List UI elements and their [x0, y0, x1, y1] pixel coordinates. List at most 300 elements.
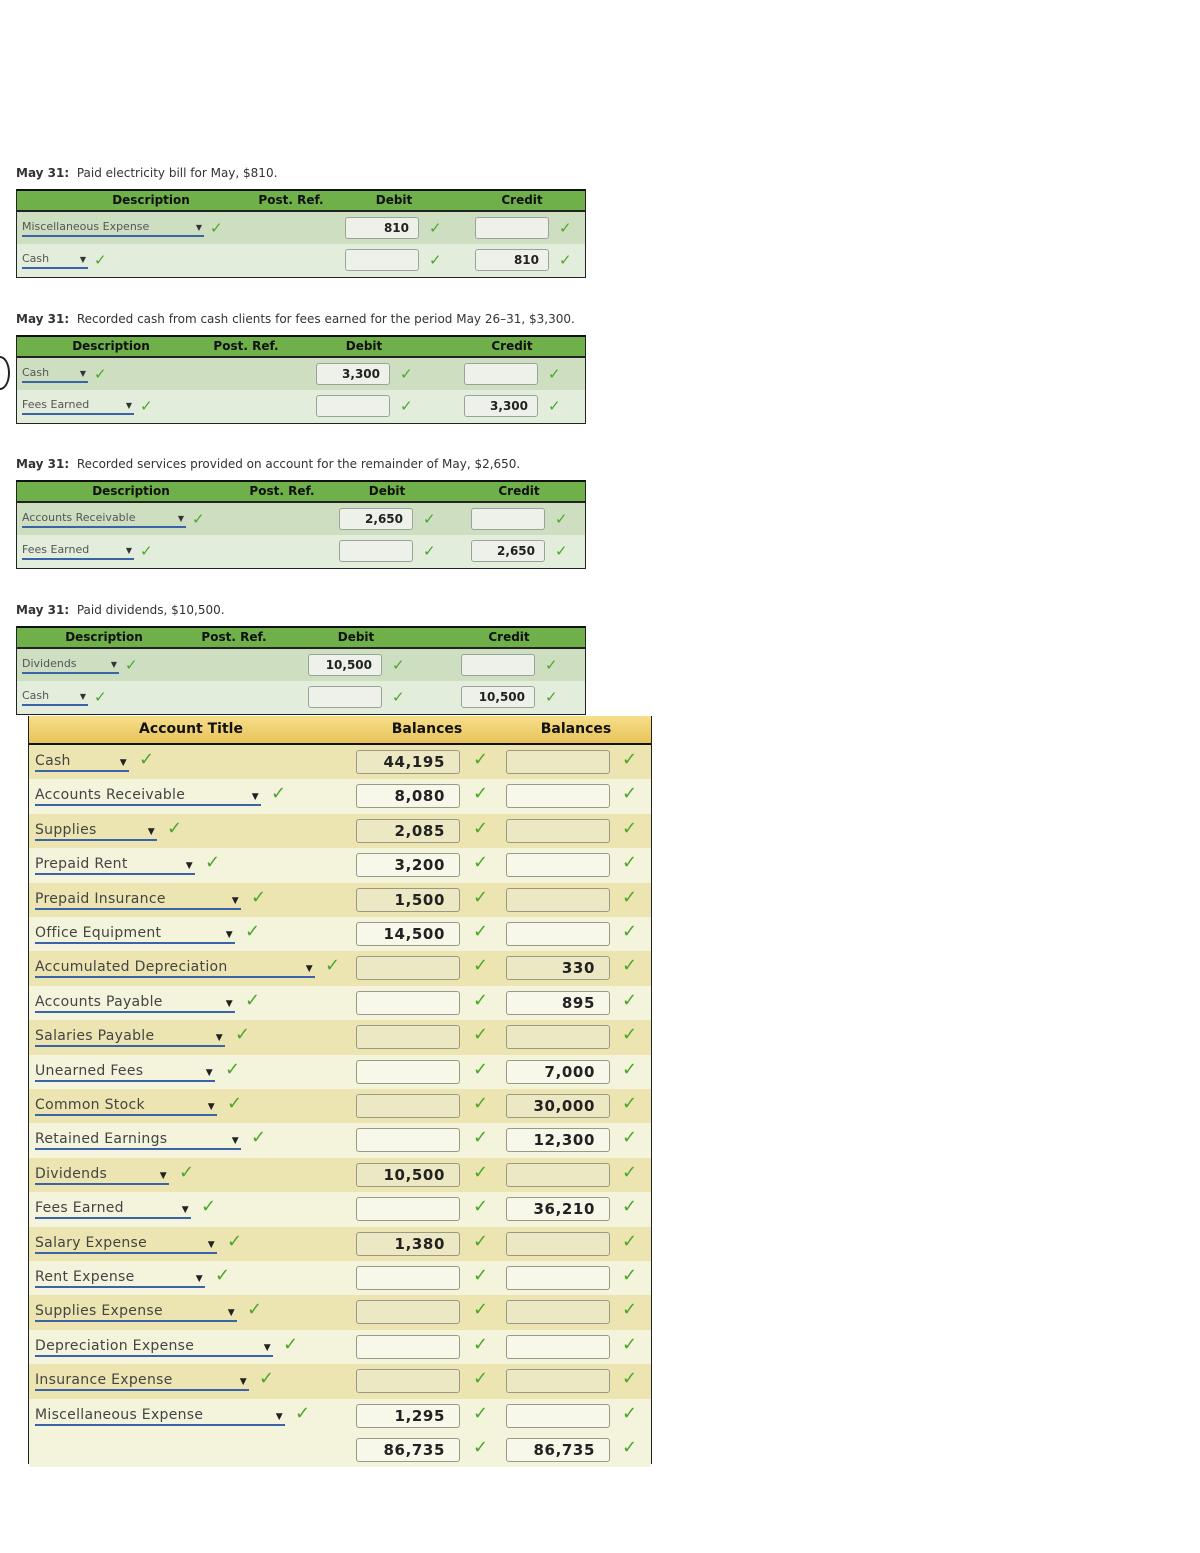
debit-balance-input[interactable]: 1,500: [356, 888, 460, 912]
entry-date: May 31:: [16, 166, 70, 180]
chevron-down-icon: ▼: [207, 1239, 215, 1250]
debit-input[interactable]: 810: [345, 217, 419, 239]
check-icon: ✓: [622, 1196, 638, 1218]
debit-balance-input[interactable]: [356, 1094, 460, 1118]
credit-balance-input[interactable]: [506, 750, 610, 774]
account-select[interactable]: [22, 689, 88, 706]
account-title-select[interactable]: [35, 1130, 241, 1150]
check-icon: ✓: [271, 783, 287, 805]
check-icon: ✓: [622, 1265, 638, 1286]
check-icon: ✓: [179, 1161, 195, 1183]
chevron-down-icon: ▼: [251, 792, 259, 803]
journal-row: [17, 535, 585, 568]
check-icon: ✓: [423, 542, 436, 560]
chevron-down-icon: ▼: [239, 1377, 247, 1388]
account-title-label: Common Stock: [35, 1097, 145, 1113]
check-icon: ✓: [283, 1333, 299, 1355]
account-title-select[interactable]: [35, 1096, 217, 1116]
check-icon: ✓: [473, 852, 489, 874]
column-header-credit: Credit: [488, 630, 530, 644]
credit-balance-input[interactable]: [506, 784, 610, 808]
trial-balance-row: [29, 1261, 651, 1295]
trial-balance-row: [29, 883, 651, 917]
check-icon: ✓: [559, 219, 572, 237]
journal-entry: [16, 164, 586, 269]
account-title-select[interactable]: [35, 1165, 169, 1185]
debit-balance-input[interactable]: 2,085: [356, 819, 460, 843]
credit-input[interactable]: 2,650: [471, 540, 545, 562]
check-icon: ✓: [545, 688, 558, 706]
account-title-label: Dividends: [35, 1165, 108, 1182]
account-select[interactable]: [22, 220, 204, 237]
chevron-down-icon: ▼: [181, 1205, 189, 1216]
debit-balance-input[interactable]: [356, 1335, 460, 1359]
check-icon: ✓: [429, 251, 442, 269]
credit-balance-input[interactable]: [506, 1266, 610, 1290]
check-icon: ✓: [548, 365, 561, 383]
trial-balance-row: [29, 917, 651, 951]
credit-balance-input[interactable]: [506, 1335, 610, 1359]
chevron-down-icon: ▼: [119, 758, 127, 768]
check-icon: ✓: [473, 1058, 489, 1080]
account-title-select[interactable]: [35, 1371, 249, 1391]
check-icon: ✓: [473, 783, 489, 805]
chevron-down-icon: ▼: [215, 1033, 223, 1044]
trial-balance-row: [29, 1227, 651, 1261]
credit-balance-input[interactable]: [506, 922, 610, 946]
account-title-select[interactable]: [35, 993, 235, 1013]
credit-input[interactable]: 810: [475, 249, 549, 271]
column-header-debit: Debit: [345, 339, 383, 353]
debit-balance-input[interactable]: 44,195: [356, 750, 460, 774]
check-icon: ✓: [251, 886, 267, 908]
account-select-label: Miscellaneous Expense: [22, 220, 150, 233]
chevron-down-icon: ▼: [147, 826, 155, 837]
debit-input[interactable]: [308, 686, 382, 708]
credit-balance-input[interactable]: [506, 1163, 610, 1187]
check-icon: ✓: [235, 1024, 251, 1046]
column-header-credit: Credit: [491, 339, 533, 353]
check-icon: ✓: [167, 817, 183, 839]
debit-balance-input[interactable]: 1,380: [356, 1232, 460, 1256]
entry-text: Paid electricity bill for May, $810.: [76, 166, 278, 180]
check-icon: ✓: [622, 817, 638, 839]
check-icon: ✓: [622, 749, 638, 770]
credit-input[interactable]: [475, 217, 549, 239]
account-select-label: Accounts Receivable: [22, 511, 136, 524]
account-title-label: Accounts Payable: [35, 993, 163, 1010]
debit-input[interactable]: [339, 540, 413, 562]
account-title-select[interactable]: [35, 786, 261, 806]
check-icon: ✓: [622, 989, 638, 1011]
chevron-down-icon: ▼: [185, 861, 193, 872]
check-icon: ✓: [473, 1402, 489, 1424]
check-icon: ✓: [94, 251, 107, 269]
account-select[interactable]: [22, 511, 186, 528]
check-icon: ✓: [473, 1265, 489, 1286]
entry-date: May 31:: [16, 603, 70, 617]
check-icon: ✓: [473, 749, 489, 770]
entry-prompt: [16, 455, 586, 473]
check-icon: ✓: [622, 886, 638, 908]
chevron-down-icon: ▼: [125, 546, 132, 555]
check-icon: ✓: [473, 1333, 489, 1355]
account-select-label: Dividends: [22, 657, 77, 670]
credit-balance-input[interactable]: [506, 1369, 610, 1393]
column-header-debit: Debit: [368, 484, 406, 498]
trial-balance-table: [28, 716, 652, 1464]
account-select[interactable]: [22, 398, 134, 415]
debit-balance-input[interactable]: 3,200: [356, 853, 460, 877]
account-select[interactable]: [22, 543, 134, 560]
check-icon: ✓: [473, 1368, 489, 1390]
check-icon: ✓: [245, 989, 261, 1011]
debit-balance-input[interactable]: [356, 1300, 460, 1324]
debit-balance-input[interactable]: [356, 1025, 460, 1049]
totals-row: [29, 1433, 651, 1467]
check-icon: ✓: [622, 1093, 638, 1114]
account-title-label: Office Equipment: [35, 925, 162, 941]
check-icon: ✓: [423, 510, 436, 528]
chevron-down-icon: ▼: [79, 692, 86, 701]
credit-balance-input[interactable]: 895: [506, 991, 610, 1015]
credit-input[interactable]: [461, 654, 535, 676]
debit-balance-input[interactable]: [356, 956, 460, 980]
debit-balance-input[interactable]: [356, 1369, 460, 1393]
trial-balance-row: [29, 1364, 651, 1398]
account-select[interactable]: [22, 366, 88, 383]
column-header-description: Description: [112, 193, 190, 207]
journal-row: [17, 503, 585, 535]
account-title-label: Prepaid Rent: [35, 856, 128, 873]
credit-balance-input[interactable]: 7,000: [506, 1060, 610, 1084]
account-title-select[interactable]: [35, 1027, 225, 1047]
account-title-select[interactable]: [35, 890, 241, 910]
account-title-label: Depreciation Expense: [35, 1337, 195, 1354]
check-icon: ✓: [473, 1230, 489, 1252]
account-title-label: Salaries Payable: [35, 1028, 155, 1045]
column-header-credit: Credit: [501, 193, 543, 207]
credit-balance-input[interactable]: [506, 1300, 610, 1324]
check-icon: ✓: [622, 1299, 638, 1321]
entry-prompt: [16, 601, 586, 619]
debit-input[interactable]: 3,300: [316, 363, 390, 385]
check-icon: ✓: [245, 921, 261, 942]
account-title-label: Cash: [35, 753, 71, 769]
account-title-select[interactable]: [35, 1268, 205, 1288]
debit-input[interactable]: 10,500: [308, 654, 382, 676]
check-icon: ✓: [325, 955, 341, 977]
column-header-post-ref: Post. Ref.: [249, 484, 315, 498]
credit-input[interactable]: [471, 508, 545, 530]
debit-balance-input[interactable]: [356, 991, 460, 1015]
debit-balance-input[interactable]: [356, 1197, 460, 1221]
check-icon: ✓: [201, 1196, 217, 1218]
trial-balance-row: [29, 986, 651, 1020]
chevron-down-icon: ▼: [205, 1067, 213, 1078]
credit-balance-input[interactable]: 330: [506, 956, 610, 980]
chevron-down-icon: ▼: [110, 660, 117, 669]
check-icon: ✓: [559, 251, 572, 269]
account-title-select[interactable]: [35, 821, 157, 841]
debit-balance-input[interactable]: 1,295: [356, 1404, 460, 1428]
account-select[interactable]: [22, 252, 88, 269]
check-icon: ✓: [473, 1093, 489, 1114]
check-icon: ✓: [192, 510, 205, 528]
credit-balance-input[interactable]: 30,000: [506, 1094, 610, 1118]
chevron-down-icon: ▼: [231, 895, 239, 906]
check-icon: ✓: [473, 817, 489, 839]
account-title-select[interactable]: [35, 1302, 237, 1322]
entry-date: May 31:: [16, 457, 70, 471]
column-header-debit: Debit: [375, 193, 413, 207]
chevron-down-icon: ▼: [79, 369, 86, 378]
check-icon: ✓: [548, 397, 561, 415]
column-header-description: Description: [65, 630, 143, 644]
check-icon: ✓: [259, 1368, 275, 1390]
credit-input[interactable]: [464, 363, 538, 385]
trial-balance-row: [29, 814, 651, 848]
account-title-label: Prepaid Insurance: [35, 890, 166, 907]
check-icon: ✓: [225, 1058, 241, 1080]
check-icon: ✓: [622, 1024, 638, 1046]
check-icon: ✓: [622, 1161, 638, 1183]
check-icon: ✓: [140, 542, 153, 560]
check-icon: ✓: [622, 921, 638, 942]
debit-input[interactable]: 2,650: [339, 508, 413, 530]
account-title-label: Rent Expense: [35, 1269, 135, 1285]
chevron-down-icon: ▼: [225, 930, 233, 940]
journal-table-header: [17, 191, 585, 212]
debit-balance-input[interactable]: 14,500: [356, 922, 460, 946]
check-icon: ✓: [622, 1437, 638, 1458]
chevron-down-icon: ▼: [195, 1274, 203, 1284]
journal-row: [17, 649, 585, 681]
entry-date: May 31:: [16, 312, 70, 326]
account-title-select[interactable]: [35, 958, 315, 978]
trial-balance-row: [29, 951, 651, 985]
account-title-select[interactable]: [35, 855, 195, 875]
chevron-down-icon: ▼: [263, 1342, 271, 1353]
check-icon: ✓: [622, 1333, 638, 1355]
account-title-label: Insurance Expense: [35, 1372, 173, 1389]
credit-balance-input[interactable]: [506, 853, 610, 877]
check-icon: ✓: [139, 749, 155, 770]
entry-text: Recorded cash from cash clients for fees earned for the period May 26–31, $3,300.: [76, 312, 575, 326]
check-icon: ✓: [210, 219, 223, 237]
check-icon: ✓: [392, 656, 405, 674]
check-icon: ✓: [473, 1196, 489, 1218]
column-header-account-title: Account Title: [139, 721, 243, 737]
check-icon: ✓: [295, 1402, 311, 1424]
chevron-down-icon: ▼: [79, 255, 86, 264]
chevron-down-icon: ▼: [305, 964, 313, 975]
check-icon: ✓: [473, 1437, 489, 1458]
column-header-post-ref: Post. Ref.: [213, 339, 279, 353]
journal-row: [17, 244, 585, 277]
check-icon: ✓: [473, 989, 489, 1011]
check-icon: ✓: [545, 656, 558, 674]
total-debit-input[interactable]: 86,735: [356, 1438, 460, 1462]
check-icon: ✓: [473, 886, 489, 908]
column-header-post-ref: Post. Ref.: [201, 630, 267, 644]
journal-row: [17, 390, 585, 423]
chevron-down-icon: ▼: [207, 1102, 215, 1112]
check-icon: ✓: [622, 1230, 638, 1252]
account-title-select[interactable]: [35, 1337, 273, 1357]
journal-table-header: [17, 482, 585, 503]
debit-balance-input[interactable]: [356, 1128, 460, 1152]
account-select-label: Fees Earned: [22, 398, 90, 411]
debit-balance-input[interactable]: 10,500: [356, 1163, 460, 1187]
entry-text: Paid dividends, $10,500.: [76, 603, 225, 617]
journal-table: [16, 480, 586, 569]
trial-balance-row: [29, 1158, 651, 1192]
check-icon: ✓: [215, 1265, 231, 1286]
account-title-label: Accounts Receivable: [35, 787, 186, 804]
check-icon: ✓: [473, 1299, 489, 1321]
check-icon: ✓: [400, 397, 413, 415]
check-icon: ✓: [251, 1127, 267, 1149]
account-select-label: Fees Earned: [22, 543, 90, 556]
check-icon: ✓: [555, 542, 568, 560]
trial-balance-row: [29, 1192, 651, 1226]
chevron-down-icon: ▼: [159, 1170, 167, 1181]
column-header-credit: Credit: [498, 484, 540, 498]
check-icon: ✓: [429, 219, 442, 237]
check-icon: ✓: [125, 656, 138, 674]
entry-text: Recorded services provided on account for the remainder of May, $2,650.: [76, 457, 521, 471]
journal-entry: [16, 601, 586, 706]
chevron-down-icon: ▼: [227, 1308, 235, 1319]
journal-table: [16, 626, 586, 715]
column-header-credit-balances: Balances: [540, 721, 612, 737]
account-title-label: Retained Earnings: [35, 1131, 168, 1148]
column-header-post-ref: Post. Ref.: [258, 193, 324, 207]
check-icon: ✓: [622, 1402, 638, 1424]
trial-balance-row: [29, 1123, 651, 1157]
journal-table: [16, 335, 586, 424]
account-title-select[interactable]: [35, 1406, 285, 1426]
trial-balance-row: [29, 1295, 651, 1329]
account-title-label: Salary Expense: [35, 1234, 148, 1251]
check-icon: ✓: [227, 1230, 243, 1252]
left-edge-mark: [0, 356, 10, 390]
credit-balance-input[interactable]: 36,210: [506, 1197, 610, 1221]
credit-input[interactable]: 3,300: [464, 395, 538, 417]
credit-balance-input[interactable]: [506, 1232, 610, 1256]
account-select[interactable]: [22, 657, 119, 674]
column-header-debit: Debit: [337, 630, 375, 644]
chevron-down-icon: ▼: [231, 1136, 239, 1147]
account-select-label: Cash: [22, 252, 50, 265]
entry-prompt: [16, 164, 586, 182]
credit-balance-input[interactable]: [506, 819, 610, 843]
chevron-down-icon: ▼: [125, 401, 132, 410]
column-header-debit-balances: Balances: [391, 721, 463, 737]
trial-balance-row: [29, 1089, 651, 1123]
account-title-select[interactable]: [35, 1199, 191, 1219]
account-title-select[interactable]: [35, 924, 235, 944]
journal-row: [17, 681, 585, 714]
account-title-label: Fees Earned: [35, 1200, 124, 1217]
credit-balance-input[interactable]: 12,300: [506, 1128, 610, 1152]
trial-balance-row: [29, 1330, 651, 1364]
journal-row: [17, 358, 585, 390]
trial-balance-row: [29, 779, 651, 813]
check-icon: ✓: [227, 1093, 243, 1114]
credit-balance-input[interactable]: [506, 1025, 610, 1049]
column-header-description: Description: [92, 484, 170, 498]
check-icon: ✓: [400, 365, 413, 383]
account-title-label: Unearned Fees: [35, 1062, 144, 1079]
check-icon: ✓: [140, 397, 153, 415]
account-title-label: Supplies: [35, 821, 97, 838]
credit-input[interactable]: 10,500: [461, 686, 535, 708]
debit-input[interactable]: [316, 395, 390, 417]
debit-balance-input[interactable]: 8,080: [356, 784, 460, 808]
entry-prompt: [16, 310, 586, 328]
trial-balance-row: [29, 1399, 651, 1433]
journal-table-header: [17, 337, 585, 358]
check-icon: ✓: [622, 783, 638, 805]
journal-entry: [16, 455, 586, 560]
account-title-select[interactable]: [35, 1062, 215, 1082]
trial-balance-row: [29, 1020, 651, 1054]
journal-table: [16, 189, 586, 278]
journal-table-header: [17, 628, 585, 649]
check-icon: ✓: [473, 955, 489, 977]
check-icon: ✓: [392, 688, 405, 706]
check-icon: ✓: [555, 510, 568, 528]
check-icon: ✓: [247, 1299, 263, 1321]
credit-balance-input[interactable]: [506, 888, 610, 912]
check-icon: ✓: [473, 921, 489, 942]
account-select-label: Cash: [22, 689, 50, 702]
check-icon: ✓: [622, 1127, 638, 1149]
journal-row: [17, 212, 585, 244]
chevron-down-icon: ▼: [225, 998, 233, 1009]
trial-balance-row: [29, 848, 651, 882]
check-icon: ✓: [622, 1368, 638, 1390]
check-icon: ✓: [622, 955, 638, 977]
account-title-select[interactable]: [35, 752, 129, 772]
check-icon: ✓: [94, 688, 107, 706]
chevron-down-icon: ▼: [177, 514, 184, 523]
check-icon: ✓: [473, 1127, 489, 1149]
trial-balance-header: [29, 716, 651, 746]
account-title-label: Accumulated Depreciation: [35, 959, 228, 976]
credit-balance-input[interactable]: [506, 1404, 610, 1428]
chevron-down-icon: ▼: [275, 1411, 283, 1422]
total-credit-input[interactable]: 86,735: [506, 1438, 610, 1462]
debit-balance-input[interactable]: [356, 1266, 460, 1290]
check-icon: ✓: [473, 1024, 489, 1046]
trial-balance-row: [29, 1055, 651, 1089]
check-icon: ✓: [473, 1161, 489, 1183]
check-icon: ✓: [94, 365, 107, 383]
debit-input[interactable]: [345, 249, 419, 271]
journal-entry: [16, 310, 586, 415]
debit-balance-input[interactable]: [356, 1060, 460, 1084]
chevron-down-icon: ▼: [195, 223, 202, 232]
account-title-select[interactable]: [35, 1234, 217, 1254]
account-select-label: Cash: [22, 366, 50, 379]
check-icon: ✓: [205, 852, 221, 874]
account-title-label: Supplies Expense: [35, 1303, 163, 1320]
trial-balance-row: [29, 745, 651, 779]
account-title-label: Miscellaneous Expense: [35, 1406, 204, 1423]
